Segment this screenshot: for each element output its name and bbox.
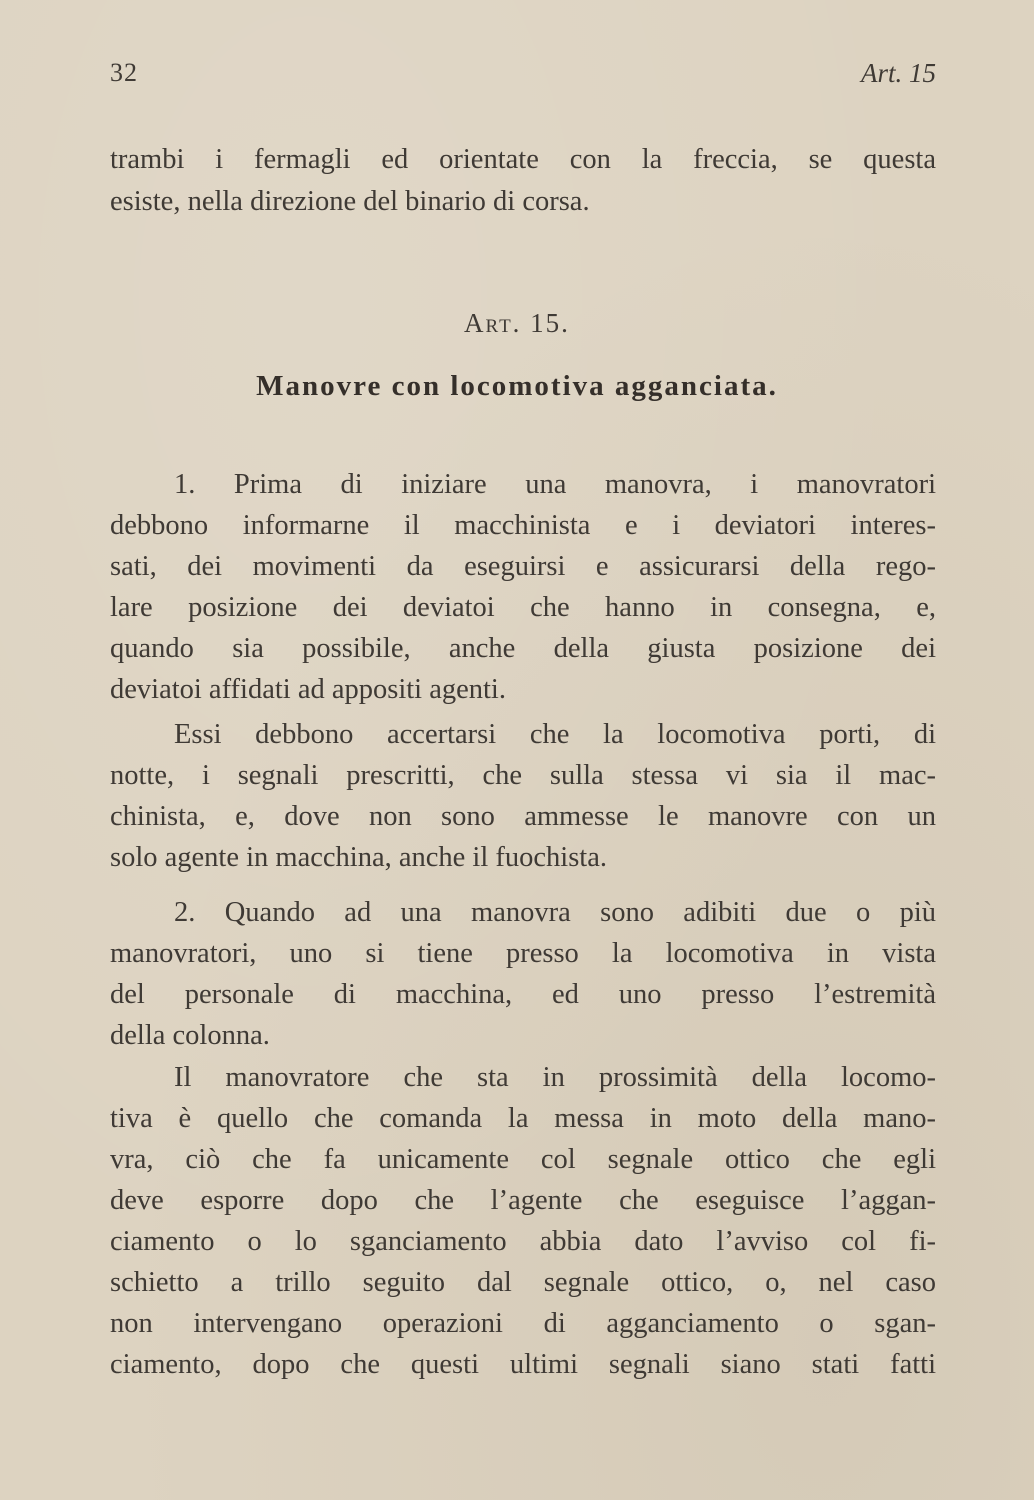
page-number: 32 — [110, 58, 138, 87]
article-heading: Art. 15. — [464, 308, 570, 338]
paragraph-line: della colonna. — [110, 1020, 270, 1051]
section-title: Manovre con locomotiva agganciata. — [256, 370, 778, 402]
paragraph-line: deve esporre dopo che l’agente che eseguisce l’aggan- — [110, 1185, 936, 1216]
paragraph-line: Il manovratore che sta in prossimità della locomo- — [174, 1062, 936, 1093]
paragraph-line: notte, i segnali prescritti, che sulla stessa vi sia il mac- — [110, 760, 936, 791]
text-line: trambi i fermagli ed orientate con la freccia, se questa — [110, 144, 936, 175]
paragraph-line: deviatoi affidati ad appositi agenti. — [110, 674, 506, 705]
paragraph-line: manovratori, uno si tiene presso la locomotiva in vista — [110, 938, 936, 969]
paragraph-line: schietto a trillo seguito dal segnale ottico, o, nel caso — [110, 1267, 936, 1298]
page-header — [110, 58, 936, 98]
paragraph-line: ciamento o lo sganciamento abbia dato l’avviso col fi- — [110, 1226, 936, 1257]
paragraph-line: Essi debbono accertarsi che la locomotiva porti, di — [174, 719, 936, 750]
paragraph-line: solo agente in macchina, anche il fuochista. — [110, 842, 607, 873]
paragraph-line: debbono informarne il macchinista e i deviatori interes- — [110, 510, 936, 541]
paragraph-line: non intervengano operazioni di agganciamento o sgan- — [110, 1308, 936, 1339]
paragraph-line: sati, dei movimenti da eseguirsi e assicurarsi della rego- — [110, 551, 936, 582]
paragraph-line: vra, ciò che fa unicamente col segnale ottico che egli — [110, 1144, 936, 1175]
paragraph-line: 2. Quando ad una manovra sono adibiti due o più — [174, 897, 936, 928]
paragraph-line: lare posizione dei deviatoi che hanno in consegna, e, — [110, 592, 936, 623]
paragraph-line: ciamento, dopo che questi ultimi segnali siano stati fatti — [110, 1349, 936, 1380]
paragraph-line: del personale di macchina, ed uno presso l’estremità — [110, 979, 936, 1010]
text-line: esiste, nella direzione del binario di corsa. — [110, 186, 590, 217]
paragraph-line: tiva è quello che comanda la messa in moto della mano- — [110, 1103, 936, 1134]
running-head: Art. 15 — [860, 58, 936, 88]
paragraph-line: quando sia possibile, anche della giusta posizione dei — [110, 633, 936, 664]
paragraph-line: 1. Prima di iniziare una manovra, i manovratori — [174, 469, 936, 500]
paragraph-line: chinista, e, dove non sono ammesse le manovre con un — [110, 801, 936, 832]
